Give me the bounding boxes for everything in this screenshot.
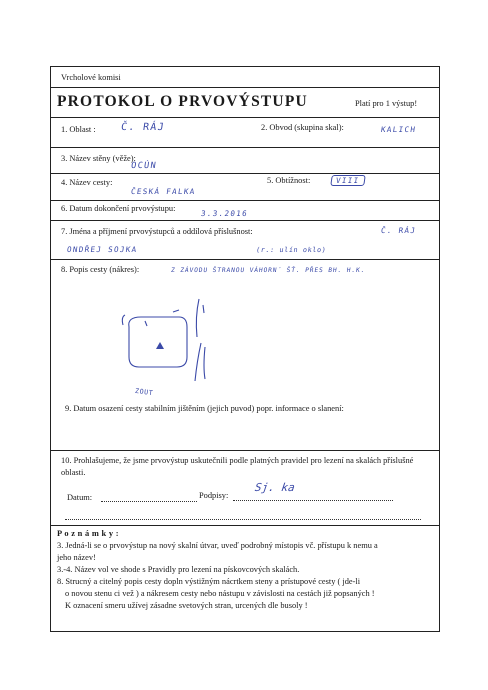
divider [51,117,439,118]
divider [51,200,439,201]
note-3: 3. Jedná-li se o prvovýstup na nový skalní útvar, uveď podrobný místopis vč. přístupu k nemu a [57,541,378,550]
divider [51,147,439,148]
obtiznost-value: VIII [330,175,365,186]
divider [51,173,439,174]
oblast-label: 1. Oblast : [61,125,96,134]
divider [51,259,439,260]
popis-value: Z ZÁVODU ŠTRANOU VÁHORN´ ŠŤ. PŘES BH. H.K. [170,267,366,274]
obtiznost-label: 5. Obtížnost: [267,176,311,185]
datum-value: 3.3.2016 [200,209,249,218]
note-8-cont2: K oznacení smeru užívej zásadne svetových stran, urcených dle busoly ! [65,601,308,610]
datum2-label: Datum: [67,493,93,502]
popis-label: 8. Popis cesty (nákres): [61,265,140,274]
stena-value: OCÚN [130,161,158,171]
note-8: 8. Strucný a citelný popis cesty dopln výstižným nácrtkem steny a prístupové cesty ( jde-li [57,577,361,586]
notes-heading: P o z n á m k y : [57,529,119,538]
podpisy-label: Podpisy: [199,491,229,500]
extra-line [65,519,421,520]
obvod-value: KALICH [380,125,417,134]
cesta-label: 4. Název cesty: [61,178,113,187]
note-8-cont: o novou stenu ci vež ) a nákresem cesty nebo nástupu v závislosti na cestách již popsaných ! [65,589,375,598]
sketch-label: ZOUT [134,386,154,398]
jmena-club: Č. RÁJ [380,226,417,235]
divider [51,450,439,451]
podpisy-line [233,500,393,501]
page-title: PROTOKOL O PRVOVÝSTUPU [57,93,308,110]
jmena-note: (r.: ulín oklo) [255,246,327,254]
osazeni-label: 9. Datum osazení cesty stabilním jištěním (jejich puvod) popr. informace o slanení: [65,404,344,413]
datum2-line [101,501,197,502]
note-3-4: 3.-4. Název vol ve shode s Pravidly pro lezení na pískovcových skalách. [57,565,300,574]
stena-label: 3. Název stěny (věže): [61,154,136,163]
jmena-label: 7. Jména a příjmení prvovýstupců a oddílová příslušnost: [61,227,253,236]
oblast-value: Č. RÁJ [120,122,166,133]
cesta-value: ČESKÁ FALKA [130,187,197,196]
org-label: Vrcholové komisi [61,73,121,82]
note-3-cont: jeho název! [57,553,96,562]
divider [51,525,439,526]
divider [51,87,439,88]
datum-label: 6. Datum dokončení prvovýstupu: [61,204,176,213]
route-sketch [111,287,221,397]
obvod-label: 2. Obvod (skupina skal): [261,123,344,132]
jmena-value: ONDŘEJ SOJKA [66,245,139,254]
prohlaseni-text: 10. Prohlašujeme, že jsme prvovýstup uskutečnili podle platných pravidel pro lezení na skalách příslušné oblasti. [61,456,414,477]
divider [51,220,439,221]
protocol-form [50,66,440,632]
signature: Sj. ka [254,481,296,494]
validity-note: Platí pro 1 výstup! [355,99,418,108]
